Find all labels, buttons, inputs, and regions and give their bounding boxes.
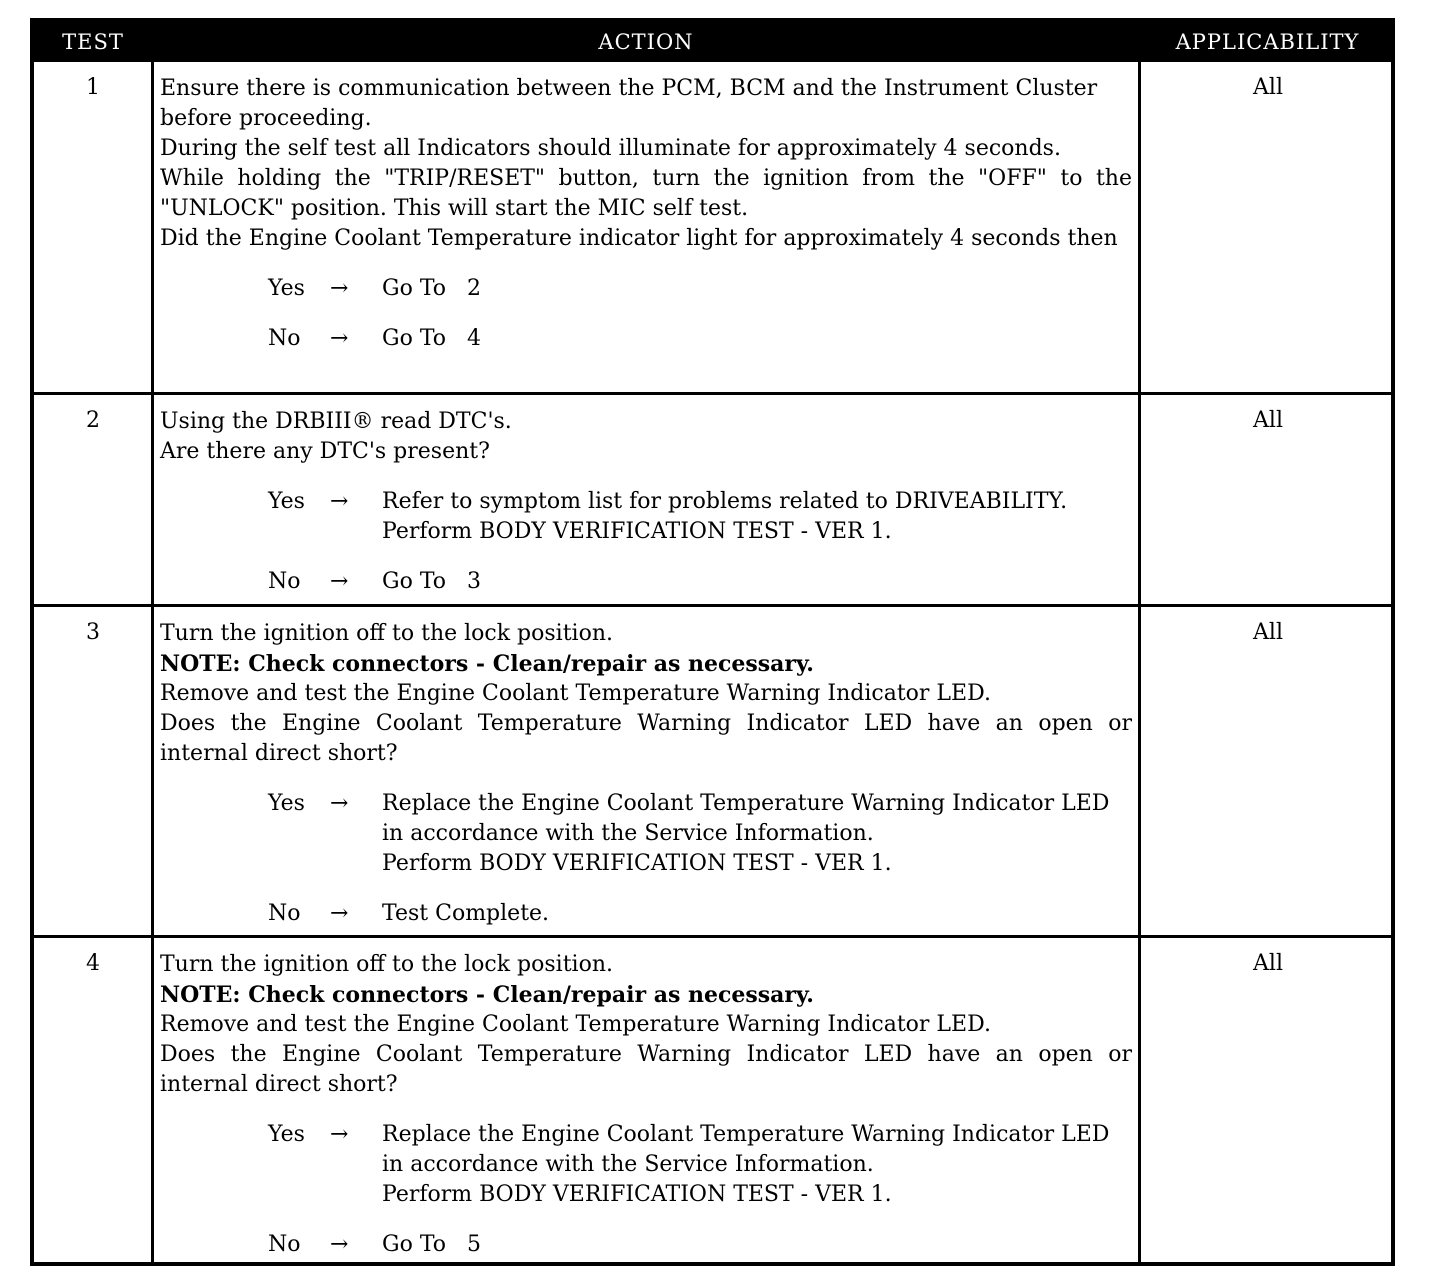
- action-cell: [160, 74, 1132, 354]
- note-text: NOTE: Check connectors - Clean/repair as necessary.: [160, 651, 814, 677]
- branch-result: Go To 4: [382, 326, 481, 351]
- action-line: Remove and test the Engine Coolant Temperature Warning Indicator LED.: [160, 1012, 991, 1037]
- yes-label: Yes: [268, 489, 305, 514]
- no-branch: [160, 567, 1132, 597]
- table-row: [34, 938, 1391, 1262]
- arrow-right-icon: →: [330, 901, 349, 926]
- table-row: [34, 62, 1391, 393]
- applicability-value: All: [1253, 951, 1283, 976]
- branch-result: Test Complete.: [382, 901, 550, 926]
- action-cell: [160, 950, 1132, 1260]
- branch-result: Go To 5: [382, 1232, 481, 1257]
- test-number: 2: [86, 408, 100, 433]
- test-number: 3: [86, 620, 100, 645]
- action-line: Using the DRBIII® read DTC's.: [160, 409, 512, 434]
- branch-result: Go To 2: [382, 276, 481, 301]
- action-line: Ensure there is communication between the PCM, BCM and the Instrument Cluster before proceeding.: [160, 76, 1098, 131]
- action-line: During the self test all Indicators should illuminate for approximately 4 seconds.: [160, 136, 1061, 161]
- branch-result: Perform BODY VERIFICATION TEST - VER 1.: [382, 851, 892, 876]
- yes-branch: [160, 789, 1132, 879]
- action-line: Did the Engine Coolant Temperature indicator light for approximately 4 seconds then: [160, 226, 1118, 251]
- test-number: 1: [86, 75, 100, 100]
- branch-result: in accordance with the Service Information.: [382, 1152, 874, 1177]
- yes-branch: [160, 487, 1132, 547]
- yes-branch: [160, 1120, 1132, 1210]
- arrow-right-icon: →: [330, 1122, 349, 1147]
- arrow-right-icon: →: [330, 791, 349, 816]
- header-test: TEST: [62, 30, 124, 54]
- table-row: [34, 607, 1391, 935]
- table-header: [34, 22, 1391, 62]
- action-line: Remove and test the Engine Coolant Temperature Warning Indicator LED.: [160, 681, 991, 706]
- action-cell: [160, 619, 1132, 929]
- yes-label: Yes: [268, 1122, 305, 1147]
- action-line: Turn the ignition off to the lock position.: [160, 952, 613, 977]
- branch-result: Perform BODY VERIFICATION TEST - VER 1.: [382, 1182, 892, 1207]
- arrow-right-icon: →: [330, 569, 349, 594]
- action-cell: [160, 407, 1132, 597]
- note-text: NOTE: Check connectors - Clean/repair as necessary.: [160, 982, 814, 1008]
- header-action: ACTION: [598, 30, 694, 54]
- action-line: While holding the "TRIP/RESET" button, turn the ignition from the "OFF" to the "UNLOCK" position. This will start the MIC self test.: [160, 166, 1132, 221]
- arrow-right-icon: →: [330, 276, 349, 301]
- no-label: No: [268, 326, 301, 351]
- test-number: 4: [86, 951, 100, 976]
- no-branch: [160, 324, 1132, 354]
- yes-branch: [160, 274, 1132, 304]
- action-line: Does the Engine Coolant Temperature Warning Indicator LED have an open or internal direct short?: [160, 1042, 1132, 1097]
- branch-result: Perform BODY VERIFICATION TEST - VER 1.: [382, 519, 892, 544]
- arrow-right-icon: →: [330, 326, 349, 351]
- branch-result: Refer to symptom list for problems related to DRIVEABILITY.: [382, 489, 1068, 514]
- arrow-right-icon: →: [330, 489, 349, 514]
- no-label: No: [268, 569, 301, 594]
- no-branch: [160, 1230, 1132, 1260]
- table-row: [34, 395, 1391, 604]
- branch-result: Replace the Engine Coolant Temperature Warning Indicator LED: [382, 791, 1110, 816]
- yes-label: Yes: [268, 791, 305, 816]
- no-branch: [160, 899, 1132, 929]
- applicability-value: All: [1253, 408, 1283, 433]
- action-line: Are there any DTC's present?: [160, 439, 490, 464]
- no-label: No: [268, 1232, 301, 1257]
- diagnostic-test-table: [30, 18, 1395, 1266]
- yes-label: Yes: [268, 276, 305, 301]
- action-line: Does the Engine Coolant Temperature Warning Indicator LED have an open or internal direct short?: [160, 711, 1132, 766]
- branch-result: in accordance with the Service Information.: [382, 821, 874, 846]
- no-label: No: [268, 901, 301, 926]
- branch-result: Go To 3: [382, 569, 481, 594]
- applicability-value: All: [1253, 620, 1283, 645]
- arrow-right-icon: →: [330, 1232, 349, 1257]
- branch-result: Replace the Engine Coolant Temperature Warning Indicator LED: [382, 1122, 1110, 1147]
- header-applicability: APPLICABILITY: [1175, 30, 1360, 54]
- action-line: Turn the ignition off to the lock position.: [160, 621, 613, 646]
- applicability-value: All: [1253, 75, 1283, 100]
